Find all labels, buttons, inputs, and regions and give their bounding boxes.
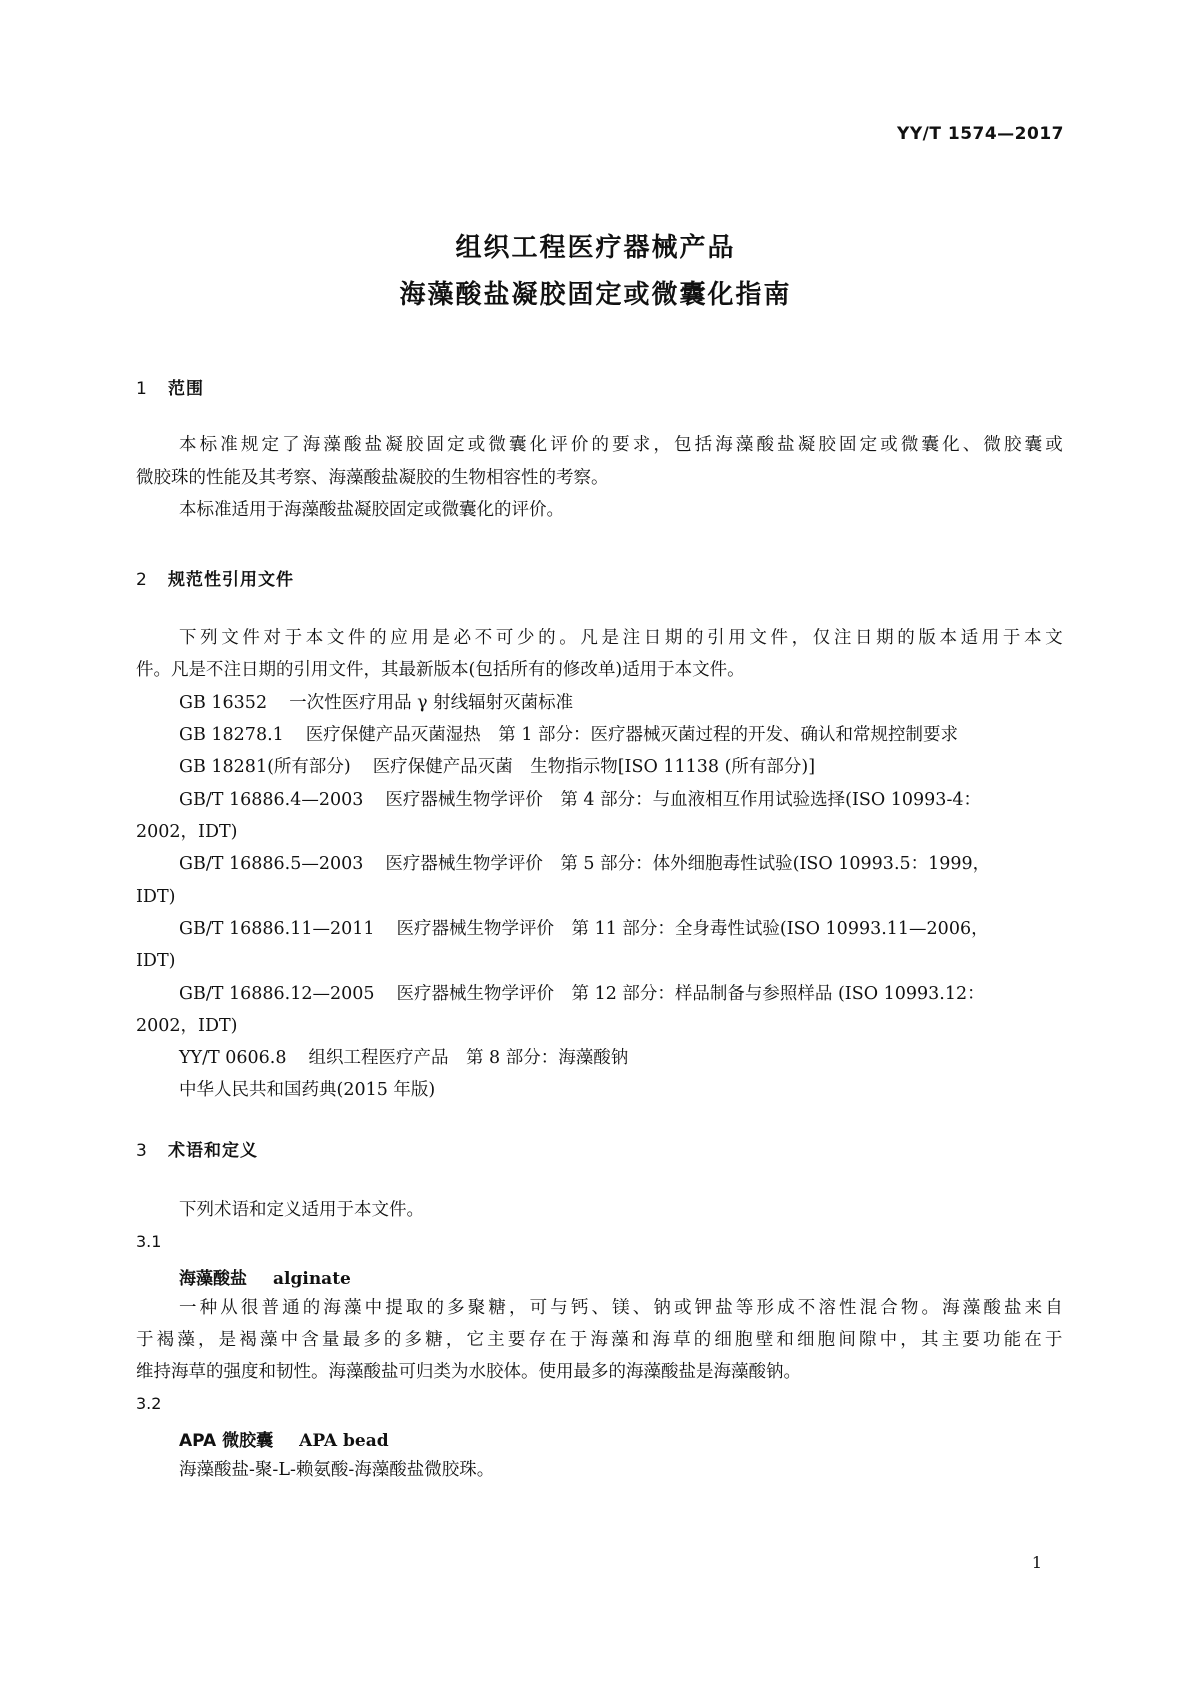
section-number: 2: [136, 570, 148, 590]
definition-line: 于 褐 藻 ， 是 褐 藻 中 含 量 最 多 的 多 糖 ， 它 主 要 存 在 于 海 藻 和 海 草 的 细 胞 壁 和 细 胞 间 隙 中 ， 其 主 要 功 能 在 于: [136, 1330, 1063, 1350]
section-title: 范围: [168, 379, 204, 399]
reference-item: [179, 723, 958, 747]
reference-code: 中华人民共和国药典(2015 年版): [179, 1080, 436, 1100]
reference-code: GB 18278.1: [179, 725, 284, 745]
reference-title: 医疗器械生物学评价 第 12 部分：样品制备与参照样品 (ISO 10993.12：: [396, 984, 985, 1004]
term-heading: [179, 1426, 389, 1451]
title-line-2: 海藻酸盐凝胶固定或微囊化指南: [399, 280, 792, 310]
section-number: 1: [136, 379, 148, 399]
reference-item: [179, 1078, 435, 1102]
reference-item: [179, 852, 990, 876]
paragraph-line: 本 标 准 规 定 了 海 藻 酸 盐 凝 胶 固 定 或 微 囊 化 评 价 的 要 求 ， 包 括 海 藻 酸 盐 凝 胶 固 定 或 微 囊 化 、 微 胶 囊 或: [179, 435, 1063, 455]
paragraph-line: 微胶珠的性能及其考察、海藻酸盐凝胶的生物相容性的考察。: [136, 468, 609, 488]
paragraph-line: 本标准适用于海藻酸盐凝胶固定或微囊化的评价。: [179, 500, 564, 520]
section-title: 规范性引用文件: [168, 570, 294, 590]
reference-title: 医疗保健产品灭菌湿热 第 1 部分：医疗器械灭菌过程的开发、确认和常规控制要求: [305, 725, 959, 745]
reference-continuation: 2002，IDT): [136, 822, 238, 842]
term-zh: APA 微胶囊: [179, 1431, 274, 1451]
reference-title: 医疗器械生物学评价 第 4 部分：与血液相互作用试验选择(ISO 10993-4：: [385, 790, 981, 810]
reference-code: GB/T 16886.12—2005: [179, 984, 375, 1004]
reference-continuation: IDT): [136, 951, 176, 971]
page-number: 1: [1031, 1553, 1042, 1572]
definition-line: 海藻酸盐-聚-L-赖氨酸-海藻酸盐微胶珠。: [179, 1460, 495, 1480]
reference-title: 一次性医疗用品 γ 射线辐射灭菌标准: [289, 693, 574, 713]
reference-continuation: IDT): [136, 887, 176, 907]
reference-code: GB 18281(所有部分): [179, 757, 351, 777]
term-en: APA bead: [299, 1431, 389, 1451]
reference-title: 医疗器械生物学评价 第 11 部分：全身毒性试验(ISO 10993.11—2006，: [396, 919, 989, 939]
reference-title: 组织工程医疗产品 第 8 部分：海藻酸钠: [308, 1048, 629, 1068]
title-line-1: 组织工程医疗器械产品: [455, 233, 736, 263]
reference-item: [179, 691, 573, 715]
section-2-heading: [136, 565, 294, 590]
term-zh: 海藻酸盐: [179, 1269, 247, 1289]
reference-code: GB/T 16886.5—2003: [179, 854, 364, 874]
reference-code: GB/T 16886.11—2011: [179, 919, 375, 939]
paragraph-line: 下 列 文 件 对 于 本 文 件 的 应 用 是 必 不 可 少 的 。 凡 是 注 日 期 的 引 用 文 件 ， 仅 注 日 期 的 版 本 适 用 于 本 文: [179, 628, 1063, 648]
section-1-heading: [136, 374, 204, 399]
reference-title: 医疗保健产品灭菌 生物指示物[ISO 11138 (所有部分)]: [372, 757, 816, 777]
paragraph-line: 下列术语和定义适用于本文件。: [179, 1200, 424, 1220]
reference-code: GB 16352: [179, 693, 268, 713]
reference-code: YY/T 0606.8: [179, 1048, 287, 1068]
section-3-heading: [136, 1136, 258, 1161]
section-number: 3: [136, 1141, 148, 1161]
section-title: 术语和定义: [168, 1141, 258, 1161]
reference-item: [179, 982, 985, 1006]
reference-continuation: 2002，IDT): [136, 1016, 238, 1036]
term-number: 3.1: [136, 1232, 162, 1251]
definition-line: 一 种 从 很 普 通 的 海 藻 中 提 取 的 多 聚 糖 ， 可 与 钙 、 镁 、 钠 或 钾 盐 等 形 成 不 溶 性 混 合 物 。 海 藻 酸 盐 来 自: [179, 1298, 1063, 1318]
reference-item: [179, 1046, 628, 1070]
paragraph-line: 件。凡是不注日期的引用文件，其最新版本(包括所有的修改单)适用于本文件。: [136, 660, 745, 680]
term-en: alginate: [273, 1269, 351, 1289]
reference-code: GB/T 16886.4—2003: [179, 790, 364, 810]
reference-title: 医疗器械生物学评价 第 5 部分：体外细胞毒性试验(ISO 10993.5：1999，: [385, 854, 991, 874]
reference-item: [179, 755, 815, 779]
standard-code: YY/T 1574—2017: [897, 124, 1064, 144]
term-heading: [179, 1264, 351, 1289]
reference-item: [179, 788, 981, 812]
term-number: 3.2: [136, 1394, 162, 1413]
definition-line: 维持海草的强度和韧性。海藻酸盐可归类为水胶体。使用最多的海藻酸盐是海藻酸钠。: [136, 1362, 801, 1382]
reference-item: [179, 917, 989, 941]
